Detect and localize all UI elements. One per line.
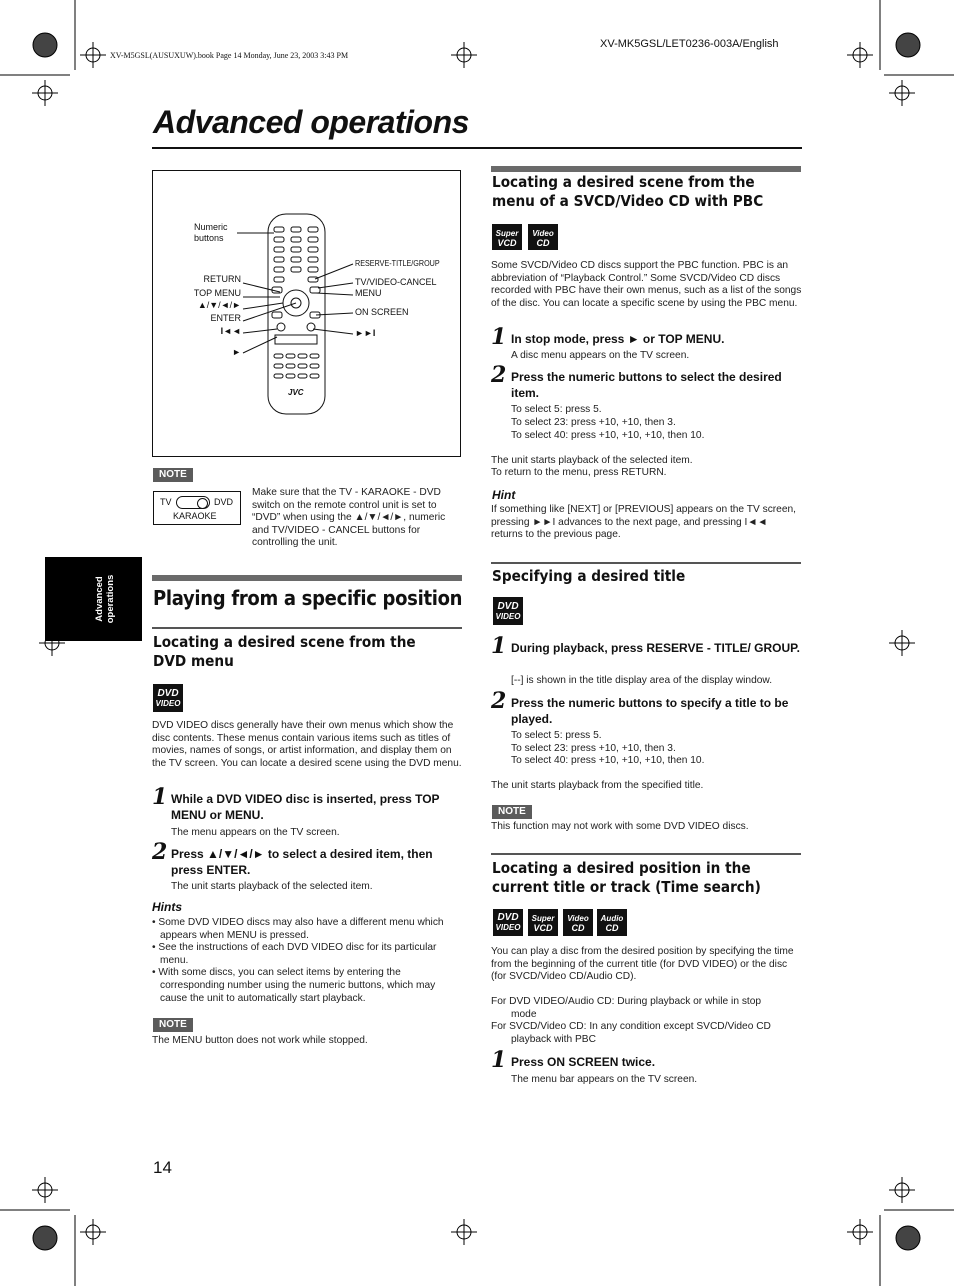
video-cd-logo: Video CD [528, 224, 558, 250]
step-detail: To select 40: press +10, +10, +10, then 10. [511, 755, 705, 766]
label-next: ►►I [355, 328, 376, 338]
label-menu: MENU [355, 288, 382, 298]
dvd-video-logo: DVD VIDEO [493, 909, 523, 936]
step-detail: To select 23: press +10, +10, then 3. [511, 417, 676, 428]
remote-figure [152, 170, 461, 457]
step-instruction: During playback, press RESERVE - TITLE/ GROUP. [511, 641, 800, 655]
step-result: The menu bar appears on the TV screen. [511, 1074, 698, 1085]
step-instruction: Press ▲/▼/◄/► to select a desired item, then press ENTER. [171, 847, 433, 877]
label-enter: ENTER [210, 313, 241, 323]
hints-title: Hints [152, 900, 182, 914]
model-code: XV-MK5GSL/LET0236-003A/English [600, 38, 779, 50]
step-number: 2 [491, 362, 507, 388]
step-number: 1 [491, 633, 507, 659]
switch-illustration [153, 491, 241, 525]
label-numeric-buttons: Numeric buttons [194, 222, 228, 243]
video-cd-logo: Video CD [563, 909, 593, 936]
label-on-screen: ON SCREEN [355, 307, 409, 317]
step-instruction: Press ON SCREEN twice. [511, 1055, 656, 1069]
label-play: ► [232, 347, 241, 357]
step-instruction: Press the numeric buttons to specify a title to be played. [511, 696, 789, 726]
side-tab-label: Advanced operations [94, 574, 116, 624]
label-tvvideo-cancel: TV/VIDEO-CANCEL [355, 277, 437, 287]
side-tab [45, 557, 142, 641]
pbc-after-text: The unit starts playback of the selected item. [491, 455, 693, 466]
section-rule [491, 853, 801, 855]
step-number: 1 [152, 784, 168, 810]
super-vcd-logo: Super VCD [492, 224, 522, 250]
page-number: 14 [153, 1158, 172, 1177]
step-instruction: In stop mode, press ► or TOP MENU. [511, 332, 725, 346]
switch-knob [197, 498, 208, 509]
condition-text: mode [511, 1009, 537, 1020]
step-detail: To select 5: press 5. [511, 730, 602, 741]
super-vcd-logo: Super VCD [528, 909, 558, 936]
pbc-title: Locating a desired scene from the menu of a SVCD/Video CD with PBC [492, 173, 764, 210]
time-search-title: Locating a desired position in the current title or track (Time search) [492, 859, 761, 896]
dvd-menu-intro: DVD VIDEO discs generally have their own menus which show the disc contents. These menus contain various items such as titles of movies, names of songs, or artist information, and display them on the TV screen. You can locate a desired scene using the DVD menu. [152, 720, 462, 769]
condition-text: playback with PBC [511, 1034, 596, 1045]
section-bar [491, 166, 801, 172]
list-item: • See the instructions of each DVD VIDEO disc for its particular menu. [152, 942, 437, 966]
step-number: 1 [491, 1047, 507, 1073]
label-top-menu: TOP MENU [193, 288, 241, 298]
note-text: This function may not work with some DVD VIDEO discs. [491, 821, 749, 832]
label-reserve: RESERVE-TITLE/GROUP [355, 259, 440, 268]
hints-list [152, 917, 462, 1005]
section-rule [491, 562, 801, 564]
switch-track [176, 496, 210, 509]
pbc-after-text: To return to the menu, press RETURN. [491, 467, 667, 478]
subsection-rule [152, 627, 462, 629]
step-detail: To select 40: press +10, +10, +10, then 10. [511, 430, 705, 441]
step-result: [--] is shown in the title display area of the display window. [511, 675, 773, 686]
list-item: • Some DVD VIDEO discs may also have a different menu which appears when MENU is pressed. [152, 917, 444, 941]
step-detail: To select 5: press 5. [511, 404, 602, 415]
time-search-intro: You can play a disc from the desired position by specifying the time from the beginning of the current title (for DVD VIDEO) or the disc (for SVCD/Video CD/Audio CD). [491, 946, 794, 983]
audio-cd-logo: Audio CD [597, 909, 627, 936]
switch-tv-label: TV [160, 497, 172, 507]
switch-dvd-label: DVD [214, 497, 234, 507]
note-badge: NOTE [492, 805, 532, 819]
step-number: 2 [152, 839, 168, 865]
step-result: The menu appears on the TV screen. [171, 827, 340, 838]
section-title: Playing from a specific position [153, 586, 463, 610]
dvd-video-logo: DVD VIDEO [153, 684, 183, 712]
step-instruction: Press the numeric buttons to select the desired item. [511, 370, 782, 400]
hint-text: If something like [NEXT] or [PREVIOUS] appears on the TV screen, pressing ►►I advances to the next page, and pressing I◄◄ returns to the previous page. [491, 504, 797, 541]
label-arrows: ▲/▼/◄/► [197, 300, 241, 310]
remote-brand-logo: JVC [288, 388, 304, 397]
note-text: The MENU button does not work while stopped. [152, 1035, 368, 1046]
step-detail: To select 23: press +10, +10, then 3. [511, 743, 676, 754]
hint-title: Hint [492, 488, 516, 502]
step-instruction: While a DVD VIDEO disc is inserted, press TOP MENU or MENU. [171, 792, 440, 822]
condition-text: For SVCD/Video CD: In any condition except SVCD/Video CD [491, 1021, 771, 1032]
note-badge: NOTE [153, 468, 193, 482]
page-title: Advanced operations [153, 104, 469, 140]
step-result: A disc menu appears on the TV screen. [511, 350, 690, 361]
step-number: 1 [491, 324, 507, 350]
dvd-video-logo: DVD VIDEO [493, 597, 523, 625]
step-number: 2 [491, 688, 507, 714]
note-text: Make sure that the TV - KARAOKE - DVD switch on the remote control unit is set to “DVD” when using the ▲/▼/◄/►, numeric and TV/VIDEO - CANCEL buttons for controlling the unit. [252, 487, 446, 549]
list-item: • With some discs, you can select items by entering the corresponding number using the numeric buttons, which may cause the unit to automatically start playback. [152, 967, 436, 1004]
label-prev: I◄◄ [220, 326, 241, 336]
label-return: RETURN [203, 274, 241, 284]
condition-text: For DVD VIDEO/Audio CD: During playback or while in stop [491, 996, 762, 1007]
file-info-line: XV-M5GSL(AUSUXUW).book Page 14 Monday, June 23, 2003 3:43 PM [110, 51, 349, 60]
title-rule [152, 147, 802, 149]
subsection-title: Locating a desired scene from the DVD menu [153, 633, 416, 670]
note-badge: NOTE [153, 1018, 193, 1032]
pbc-intro: Some SVCD/Video CD discs support the PBC function. PBC is an abbreviation of “Playback Control.” Some SVCD/Video CD discs recorded with PBC have their own menus, such as a list of the songs of the disc. You can locate a specific scene by using the PBC menu. [491, 260, 802, 309]
switch-karaoke-label: KARAOKE [173, 511, 217, 521]
title-section-heading: Specifying a desired title [492, 567, 686, 585]
title-after-text: The unit starts playback from the specified title. [491, 780, 704, 791]
step-result: The unit starts playback of the selected item. [171, 881, 373, 892]
section-bar [152, 575, 462, 581]
